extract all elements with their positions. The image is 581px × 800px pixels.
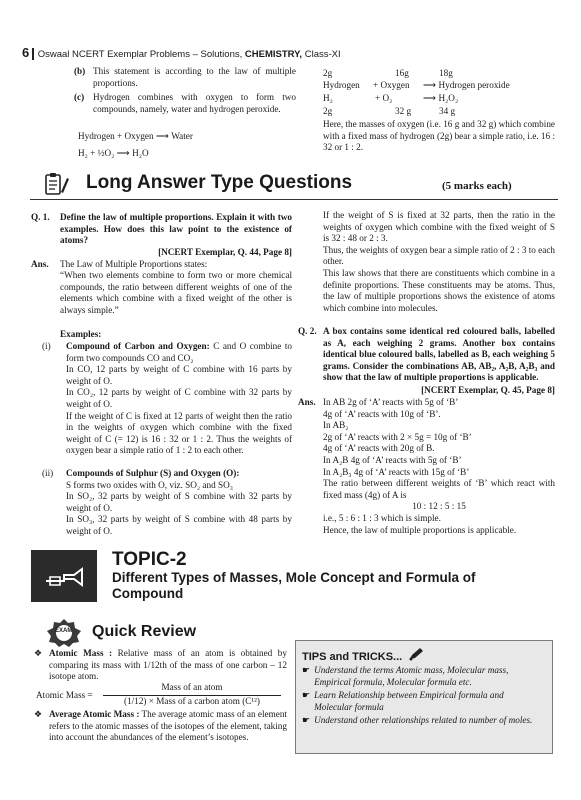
q1-i-title: Compound of Carbon and Oxygen: bbox=[66, 341, 210, 351]
q1-i-line-1: In CO, 12 parts by weight of C combine with 16 parts by weight of O. bbox=[66, 364, 292, 386]
q1-cont-2: Thus, the weights of oxygen bear a simple ratio of 2 : 3 to each other. bbox=[323, 244, 555, 267]
header-divider bbox=[32, 48, 34, 60]
clipboard-pencil-icon bbox=[42, 172, 70, 196]
section-title: Long Answer Type Questions bbox=[86, 172, 353, 193]
tips-list bbox=[302, 665, 544, 727]
q2-question: A box contains some identical red coloured balls, labelled as A, each weighing 2 grams. Another box contains identical blue coloured balls, labelled as B, each weighing 5 grams. Consider the combinations AB, AB₂, A₂B, A₂B₃ and show that the law of multiple proportions is applicable. bbox=[323, 326, 555, 383]
item-b-label: (b) bbox=[74, 66, 86, 76]
q1-reference: [NCERT Exemplar, Q. 44, Page 8] bbox=[158, 247, 292, 257]
tips-header bbox=[302, 647, 424, 666]
q1-ii-line-1: S forms two oxides with O, viz. SO₂ and SO₃ bbox=[66, 479, 233, 490]
bullet-diamond-icon: ❖ bbox=[34, 648, 43, 658]
atomic-mass-text: Relative mass of an atom is obtained by comparing its mass with 1/12th of the mass of one carbon – 12 isotope atom. bbox=[49, 648, 287, 682]
q1-ii-line-3: In SO₃, 32 parts by weight of S combine with 48 parts by weight of O. bbox=[66, 514, 292, 536]
q1-label: Q. 1. bbox=[31, 212, 50, 222]
tip-text: Understand the terms Atomic mass, Molecular mass, Empirical formula, Molecular formula etc. bbox=[314, 665, 509, 687]
pencil-icon bbox=[408, 647, 424, 666]
exam-badge-icon bbox=[44, 617, 84, 647]
q1-ii-block bbox=[66, 468, 292, 538]
q2-line-3: In AB₂ bbox=[323, 420, 349, 431]
eq-hydrogen: Hydrogen bbox=[323, 80, 360, 90]
equation-water-words: Hydrogen + Oxygen ⟶ Water bbox=[78, 131, 193, 141]
masses-row-1 bbox=[323, 68, 553, 80]
tip-text: Learn Relationship between Empirical formula and Molecular formula bbox=[314, 690, 504, 712]
tips-box bbox=[295, 640, 553, 754]
eq-h2o2: ⟶ H₂O₂ bbox=[423, 93, 459, 103]
q1-ans-intro: The Law of Multiple Proportions states: bbox=[60, 259, 208, 269]
average-atomic-mass-def bbox=[49, 709, 287, 744]
formula-lhs: Atomic Mass = bbox=[36, 690, 93, 700]
mass2-h: 2g bbox=[323, 106, 333, 116]
q1-cont-3: This law shows that there are constituents which combine in a definite proportions. These constituents may be atoms. Thus, the law of multiple proportions shows the existence of atoms which combine into molecules. bbox=[323, 267, 555, 313]
q2-ratio-text: The ratio between different weights of ‘B’ which react with fixed mass (4g) of A is bbox=[323, 478, 555, 500]
page-header bbox=[22, 45, 341, 60]
q2-line-5: 4g of ‘A’ reacts with 20g of B. bbox=[323, 443, 435, 454]
q1-i-block bbox=[66, 341, 292, 457]
exam-badge-text: EXAM bbox=[55, 628, 73, 634]
q2-hence: Hence, the law of multiple proportions is applicable. bbox=[323, 524, 517, 535]
q1-examples-label: Examples: bbox=[60, 329, 102, 339]
masses-row-2 bbox=[323, 106, 553, 118]
equation-water-formula: H₂ + ½O₂ ⟶ H₂O bbox=[78, 148, 149, 158]
q1-i-label: (i) bbox=[42, 341, 51, 351]
avg-atomic-label: Average Atomic Mass : bbox=[49, 709, 140, 719]
q2-reference: [NCERT Exemplar, Q. 45, Page 8] bbox=[421, 385, 555, 395]
q2-line-6: In A₂B 4g of ‘A’ reacts with 5g of ‘B’ bbox=[323, 454, 462, 465]
pen-nib-icon bbox=[31, 550, 97, 602]
q2-ie: i.e., 5 : 6 : 1 : 3 which is simple. bbox=[323, 512, 441, 523]
q1-ii-title: Compounds of Sulphur (S) and Oxygen (O): bbox=[66, 468, 240, 478]
header-subject: CHEMISTRY, bbox=[244, 49, 303, 60]
mass-product: 18g bbox=[439, 68, 453, 78]
item-b bbox=[74, 66, 296, 89]
q1-i-line-2: In CO₂, 12 parts by weight of C combine with 32 parts by weight of O. bbox=[66, 387, 292, 409]
item-c-text: Hydrogen combines with oxygen to form two compounds, namely, water and hydrogen peroxide. bbox=[93, 92, 296, 114]
q2-line-2: 4g of ‘A’ reacts with 10g of ‘B’. bbox=[323, 408, 441, 419]
q1-i-line-3: If the weight of C is fixed at 12 parts of weight then the ratio in the weights of oxygen which combine with the fixed weight of C (= 12) is 16 : 32 or 1 : 2. Thus the weights of oxygen bear a simple ratio of 1 : 2 to each other. bbox=[66, 410, 292, 456]
q2-line-1: In AB 2g of ‘A’ reacts with 5g of ‘B’ bbox=[323, 397, 459, 407]
item-c-label: (c) bbox=[74, 92, 85, 102]
q1-cont-1: If the weight of S is fixed at 32 parts, then the ratio in the weights of oxygen which combine with the fixed weight of S is 32 : 48 or 2 : 3. bbox=[323, 210, 555, 244]
q1-i-text: C and O combine to form two compounds CO and CO₂ bbox=[66, 341, 292, 363]
mass2-product: 34 g bbox=[439, 106, 456, 116]
q1-ii-line-2: In SO₂, 32 parts by weight of S combine with 32 parts by weight of O. bbox=[66, 491, 292, 513]
atomic-mass-label: Atomic Mass : bbox=[49, 648, 113, 658]
q1-ii-label: (ii) bbox=[42, 468, 54, 478]
eq-product: ⟶ Hydrogen peroxide bbox=[423, 80, 510, 90]
q1-quote: “When two elements combine to form two or more chemical compounds, the ratio between different weights of one of the elements which combine with a fixed weight of the other is always simple.” bbox=[60, 270, 292, 315]
q2-ratio: 10 : 12 : 5 : 15 bbox=[412, 501, 466, 512]
q1-continuation bbox=[323, 210, 555, 314]
item-b-text: This statement is according to the law of multiple proportions. bbox=[93, 66, 296, 88]
equation-peroxide-words bbox=[323, 80, 553, 92]
mass-o: 16g bbox=[395, 68, 409, 78]
tip-item bbox=[302, 715, 544, 727]
pointing-hand-icon: ☛ bbox=[302, 715, 311, 726]
item-c bbox=[74, 92, 296, 115]
atomic-mass-def bbox=[49, 648, 287, 683]
eq-oxygen: + Oxygen bbox=[373, 80, 410, 90]
tip-item bbox=[302, 690, 544, 713]
peroxide-explanation: Here, the masses of oxygen (i.e. 16 g and 32 g) which combine with a fixed mass of hydrogen (2g) bear a simple ratio, i.e. 16 : 32 or 1 : 2. bbox=[323, 119, 555, 153]
q2-label: Q. 2. bbox=[298, 326, 317, 336]
q1-ans-label: Ans. bbox=[31, 259, 49, 269]
formula-fraction bbox=[103, 682, 281, 707]
equation-peroxide-formula bbox=[323, 93, 553, 105]
q2-answer bbox=[323, 397, 555, 536]
formula-denominator: (1/12) × Mass of a carbon atom (C¹²) bbox=[124, 695, 260, 706]
formula-numerator: Mass of an atom bbox=[103, 682, 281, 696]
eq-h2: H₂ bbox=[323, 93, 333, 103]
q2-ans-label: Ans. bbox=[298, 397, 316, 407]
header-class: Class-XI bbox=[302, 49, 341, 60]
tip-text: Understand other relationships related to number of moles. bbox=[314, 715, 533, 726]
q2-line-4: 2g of ‘A’ reacts with 2 × 5g = 10g of ‘B’ bbox=[323, 431, 472, 442]
marks-label: (5 marks each) bbox=[442, 180, 512, 192]
q2-line-7: In A₂B₃ 4g of ‘A’ reacts with 15g of ‘B’ bbox=[323, 466, 470, 477]
mass2-o: 32 g bbox=[395, 106, 412, 116]
mass-h: 2g bbox=[323, 68, 333, 78]
tips-title: TIPS and TRICKS... bbox=[302, 650, 403, 663]
topic-subtitle: Different Types of Masses, Mole Concept and Formula of Compound bbox=[112, 570, 476, 601]
pointing-hand-icon: ☛ bbox=[302, 690, 311, 701]
bullet-diamond-icon-2: ❖ bbox=[34, 709, 43, 719]
tip-item bbox=[302, 665, 544, 688]
pointing-hand-icon: ☛ bbox=[302, 665, 311, 675]
quick-review-title: Quick Review bbox=[92, 623, 197, 640]
header-text: Oswaal NCERT Exemplar Problems – Solutions, bbox=[37, 49, 245, 60]
eq-o2: + O₂ bbox=[375, 93, 393, 103]
topic-title: TOPIC-2 bbox=[112, 549, 187, 570]
section-divider bbox=[30, 199, 558, 200]
avg-atomic-text: The average atomic mass of an element refers to the atomic masses of the isotopes of the element, taking into account the abundances of the element’s isotopes. bbox=[49, 709, 287, 743]
page-number: 6 bbox=[22, 45, 30, 60]
q1-question: Define the law of multiple proportions. Explain it with two examples. How does this law point to the existence of atoms? bbox=[60, 212, 292, 246]
